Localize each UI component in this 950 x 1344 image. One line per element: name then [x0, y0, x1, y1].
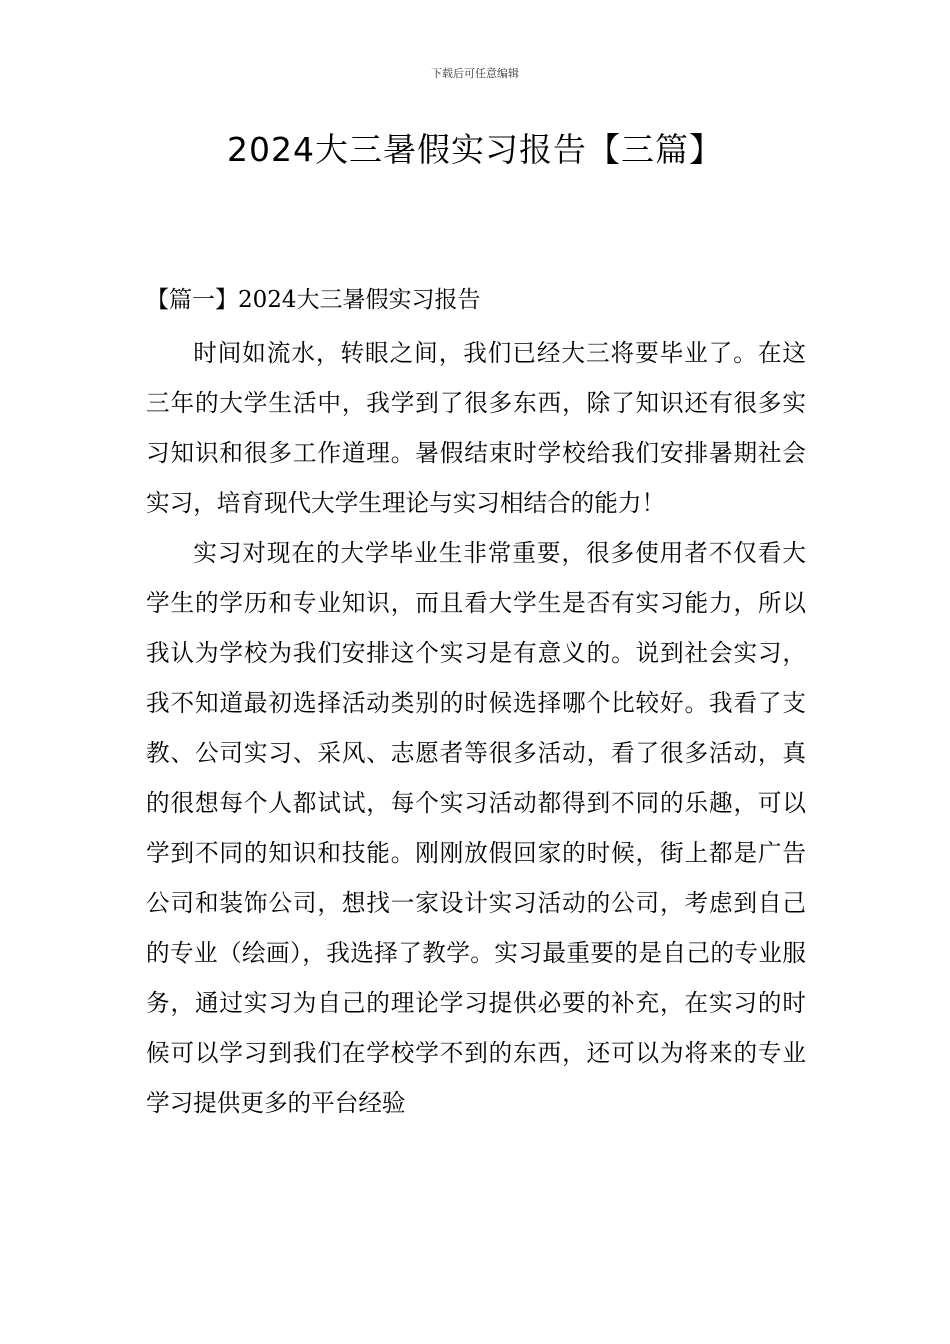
document-body: [146, 328, 806, 1128]
paragraph: 时间如流水，转眼之间，我们已经大三将要毕业了。在这三年的大学生活中，我学到了很多东西，除了知识还有很多实习知识和很多工作道理。暑假结束时学校给我们安排暑期社会实习，培育现代大学生理论与实习相结合的能力！: [146, 339, 806, 517]
document-title: 2024大三暑假实习报告【三篇】: [227, 130, 723, 169]
paragraph: 实习对现在的大学毕业生非常重要，很多使用者不仅看大学生的学历和专业知识，而且看大学生是否有实习能力，所以我认为学校为我们安排这个实习是有意义的。说到社会实习，我不知道最初选择活动类别的时候选择哪个比较好。我看了支教、公司实习、采风、志愿者等很多活动，看了很多活动，真的很想每个人都试试，每个实习活动都得到不同的乐趣，可以学到不同的知识和技能。刚刚放假回家的时候，街上都是广告公司和装饰公司，想找一家设计实习活动的公司，考虑到自己的专业（绘画），我选择了教学。实习最重要的是自己的专业服务，通过实习为自己的理论学习提供必要的补充，在实习的时候可以学习到我们在学校学不到的东西，还可以为将来的专业学习提供更多的平台经验: [146, 539, 806, 1117]
section-heading: 【篇一】2024大三暑假实习报告: [146, 287, 481, 313]
page-header-note: 下载后可任意编辑: [431, 67, 519, 80]
